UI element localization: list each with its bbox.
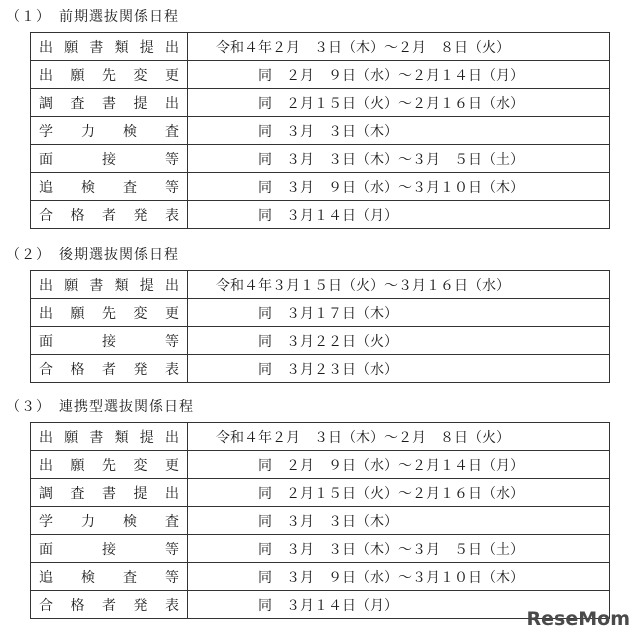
row-date: 同 ３月 ３日（木）～３月 ５日（土） xyxy=(188,535,610,563)
row-label: 学力検査 xyxy=(31,507,188,535)
row-date: 同 ３月１４日（月） xyxy=(188,591,610,619)
row-label: 調査書提出 xyxy=(31,89,188,117)
row-label: 出願先変更 xyxy=(31,451,188,479)
table-row xyxy=(31,89,610,117)
table-row xyxy=(31,591,610,619)
table-row xyxy=(31,563,610,591)
row-label: 追検査等 xyxy=(31,563,188,591)
schedule-table-linked xyxy=(30,422,610,619)
section-title-late: （２） 後期選抜関係日程 xyxy=(6,247,179,263)
row-date: 同 ３月 ３日（木） xyxy=(188,507,610,535)
section-title-early: （１） 前期選抜関係日程 xyxy=(6,9,179,25)
row-date: 令和４年３月１５日（火）～３月１６日（水） xyxy=(188,271,610,299)
table-row xyxy=(31,327,610,355)
table-row xyxy=(31,535,610,563)
row-date: 令和４年２月 ３日（木）～２月 ８日（火） xyxy=(188,423,610,451)
table-row xyxy=(31,61,610,89)
row-date: 同 ３月 ９日（水）～３月１０日（木） xyxy=(188,563,610,591)
row-label: 出願書類提出 xyxy=(31,33,188,61)
row-label: 出願書類提出 xyxy=(31,271,188,299)
row-label: 出願先変更 xyxy=(31,299,188,327)
table-row xyxy=(31,201,610,229)
row-date: 同 ２月１５日（火）～２月１６日（水） xyxy=(188,479,610,507)
table-row xyxy=(31,145,610,173)
row-date: 同 ３月１４日（月） xyxy=(188,201,610,229)
row-label: 出願書類提出 xyxy=(31,423,188,451)
row-label: 学力検査 xyxy=(31,117,188,145)
table-row xyxy=(31,33,610,61)
table-row xyxy=(31,271,610,299)
row-date: 同 ３月２２日（火） xyxy=(188,327,610,355)
resemom-watermark-logo: ReseMom xyxy=(526,608,630,630)
row-label: 合格者発表 xyxy=(31,591,188,619)
schedule-table-early xyxy=(30,32,610,229)
row-date: 同 ３月 ９日（水）～３月１０日（木） xyxy=(188,173,610,201)
row-date: 令和４年２月 ３日（木）～２月 ８日（火） xyxy=(188,33,610,61)
row-label: 出願先変更 xyxy=(31,61,188,89)
table-row xyxy=(31,355,610,383)
row-label: 調査書提出 xyxy=(31,479,188,507)
table-row xyxy=(31,117,610,145)
table-row xyxy=(31,423,610,451)
table-row xyxy=(31,479,610,507)
row-label: 面接等 xyxy=(31,535,188,563)
section-title-linked: （３） 連携型選抜関係日程 xyxy=(6,399,194,415)
row-date: 同 ２月１５日（火）～２月１６日（水） xyxy=(188,89,610,117)
row-date: 同 ２月 ９日（水）～２月１４日（月） xyxy=(188,61,610,89)
row-date: 同 ３月 ３日（木）～３月 ５日（土） xyxy=(188,145,610,173)
table-row xyxy=(31,173,610,201)
schedule-table-late xyxy=(30,270,610,383)
row-label: 面接等 xyxy=(31,327,188,355)
row-date: 同 ３月 ３日（木） xyxy=(188,117,610,145)
row-label: 合格者発表 xyxy=(31,201,188,229)
row-date: 同 ３月２３日（水） xyxy=(188,355,610,383)
row-label: 合格者発表 xyxy=(31,355,188,383)
table-row xyxy=(31,507,610,535)
table-row xyxy=(31,451,610,479)
row-label: 面接等 xyxy=(31,145,188,173)
row-label: 追検査等 xyxy=(31,173,188,201)
table-row xyxy=(31,299,610,327)
row-date: 同 ２月 ９日（水）～２月１４日（月） xyxy=(188,451,610,479)
row-date: 同 ３月１７日（木） xyxy=(188,299,610,327)
